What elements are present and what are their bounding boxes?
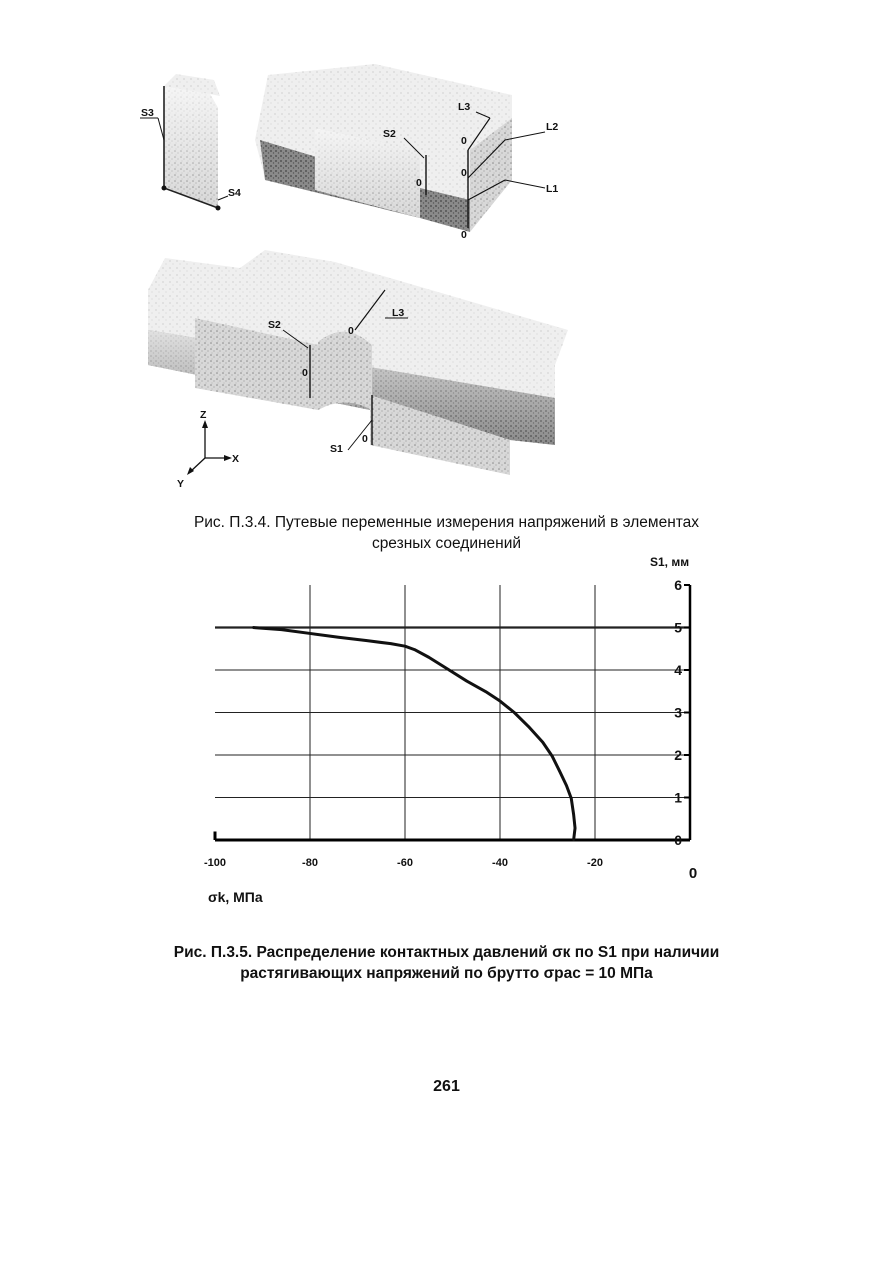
upper-block [255, 64, 545, 232]
x-tick-label: -100 [203, 857, 227, 869]
x-tick-label: -80 [302, 857, 318, 869]
label-s4: S4 [228, 187, 241, 199]
label-zero: 0 [416, 177, 422, 189]
small-plate [140, 74, 228, 211]
data-point [309, 632, 311, 634]
label-l3-bottom: L3 [392, 307, 405, 319]
label-s1: S1 [330, 443, 343, 455]
label-zero: 0 [302, 367, 308, 379]
label-zero: 0 [461, 167, 467, 179]
x-axis-label: σk, МПа [208, 889, 263, 905]
label-l3-top: L3 [458, 101, 471, 113]
data-point [485, 690, 487, 692]
caption-line: Рис. П.3.4. Путевые переменные измерения напряжений в элементах [193, 514, 700, 531]
y-tick-label: 1 [674, 789, 682, 806]
label-zero: 0 [461, 229, 467, 241]
data-point [466, 680, 468, 682]
y-tick-label: 3 [674, 704, 682, 721]
coordinate-axes [187, 420, 232, 475]
label-s2-bottom: S2 [268, 319, 281, 331]
label-zero: 0 [348, 325, 354, 337]
label-l1: L1 [546, 183, 559, 195]
label-zero: 0 [362, 433, 368, 445]
data-series-line [253, 628, 575, 841]
data-point [428, 656, 430, 658]
y-tick-label: 5 [674, 619, 682, 636]
label-l2: L2 [546, 121, 559, 133]
data-point [542, 741, 544, 743]
data-point [280, 628, 282, 630]
caption-line: срезных соединений [371, 535, 522, 552]
y-axis-label: S1, мм [650, 555, 690, 569]
data-point [574, 827, 576, 829]
axis-label-z: Z [200, 409, 207, 421]
caption-line: растягивающих напряжений по брутто σрас = 10 МПа [240, 965, 653, 982]
y-tick-label: 4 [674, 662, 682, 678]
data-point [551, 755, 553, 757]
caption-line: Рис. П.3.5. Распределение контактных давлений σк по S1 при наличии [173, 944, 720, 961]
y-tick-label: 6 [674, 577, 682, 593]
data-point [413, 648, 415, 650]
axis-label-x: X [232, 453, 240, 465]
data-point [366, 639, 368, 641]
data-point [337, 636, 339, 638]
label-s3: S3 [141, 107, 154, 119]
label-s2-top: S2 [383, 128, 396, 140]
y-tick-label: 0 [674, 832, 682, 848]
joint-elements-figure [0, 0, 893, 500]
axis-label-y: Y [177, 478, 185, 490]
x-tick-label: -60 [397, 857, 413, 869]
label-zero: 0 [461, 135, 467, 147]
data-point [570, 797, 572, 799]
data-point [565, 784, 567, 786]
data-point [513, 711, 515, 713]
data-point [558, 770, 560, 772]
data-point [390, 642, 392, 644]
data-point [572, 813, 574, 815]
data-point [252, 626, 254, 628]
figure-caption-p34 [0, 512, 893, 554]
x-tick-label: -40 [492, 857, 508, 869]
figure-caption-p35 [0, 942, 893, 984]
data-point [572, 839, 574, 841]
data-point [499, 700, 501, 702]
contact-pressure-chart [0, 550, 893, 910]
data-point [404, 645, 406, 647]
y-tick-label: 2 [674, 747, 682, 763]
data-point [447, 668, 449, 670]
x-tick-label: 0 [688, 865, 698, 882]
lower-assembly [148, 250, 568, 475]
data-point [527, 725, 529, 727]
page-number: 261 [433, 1078, 460, 1095]
x-tick-label: -20 [587, 857, 603, 869]
